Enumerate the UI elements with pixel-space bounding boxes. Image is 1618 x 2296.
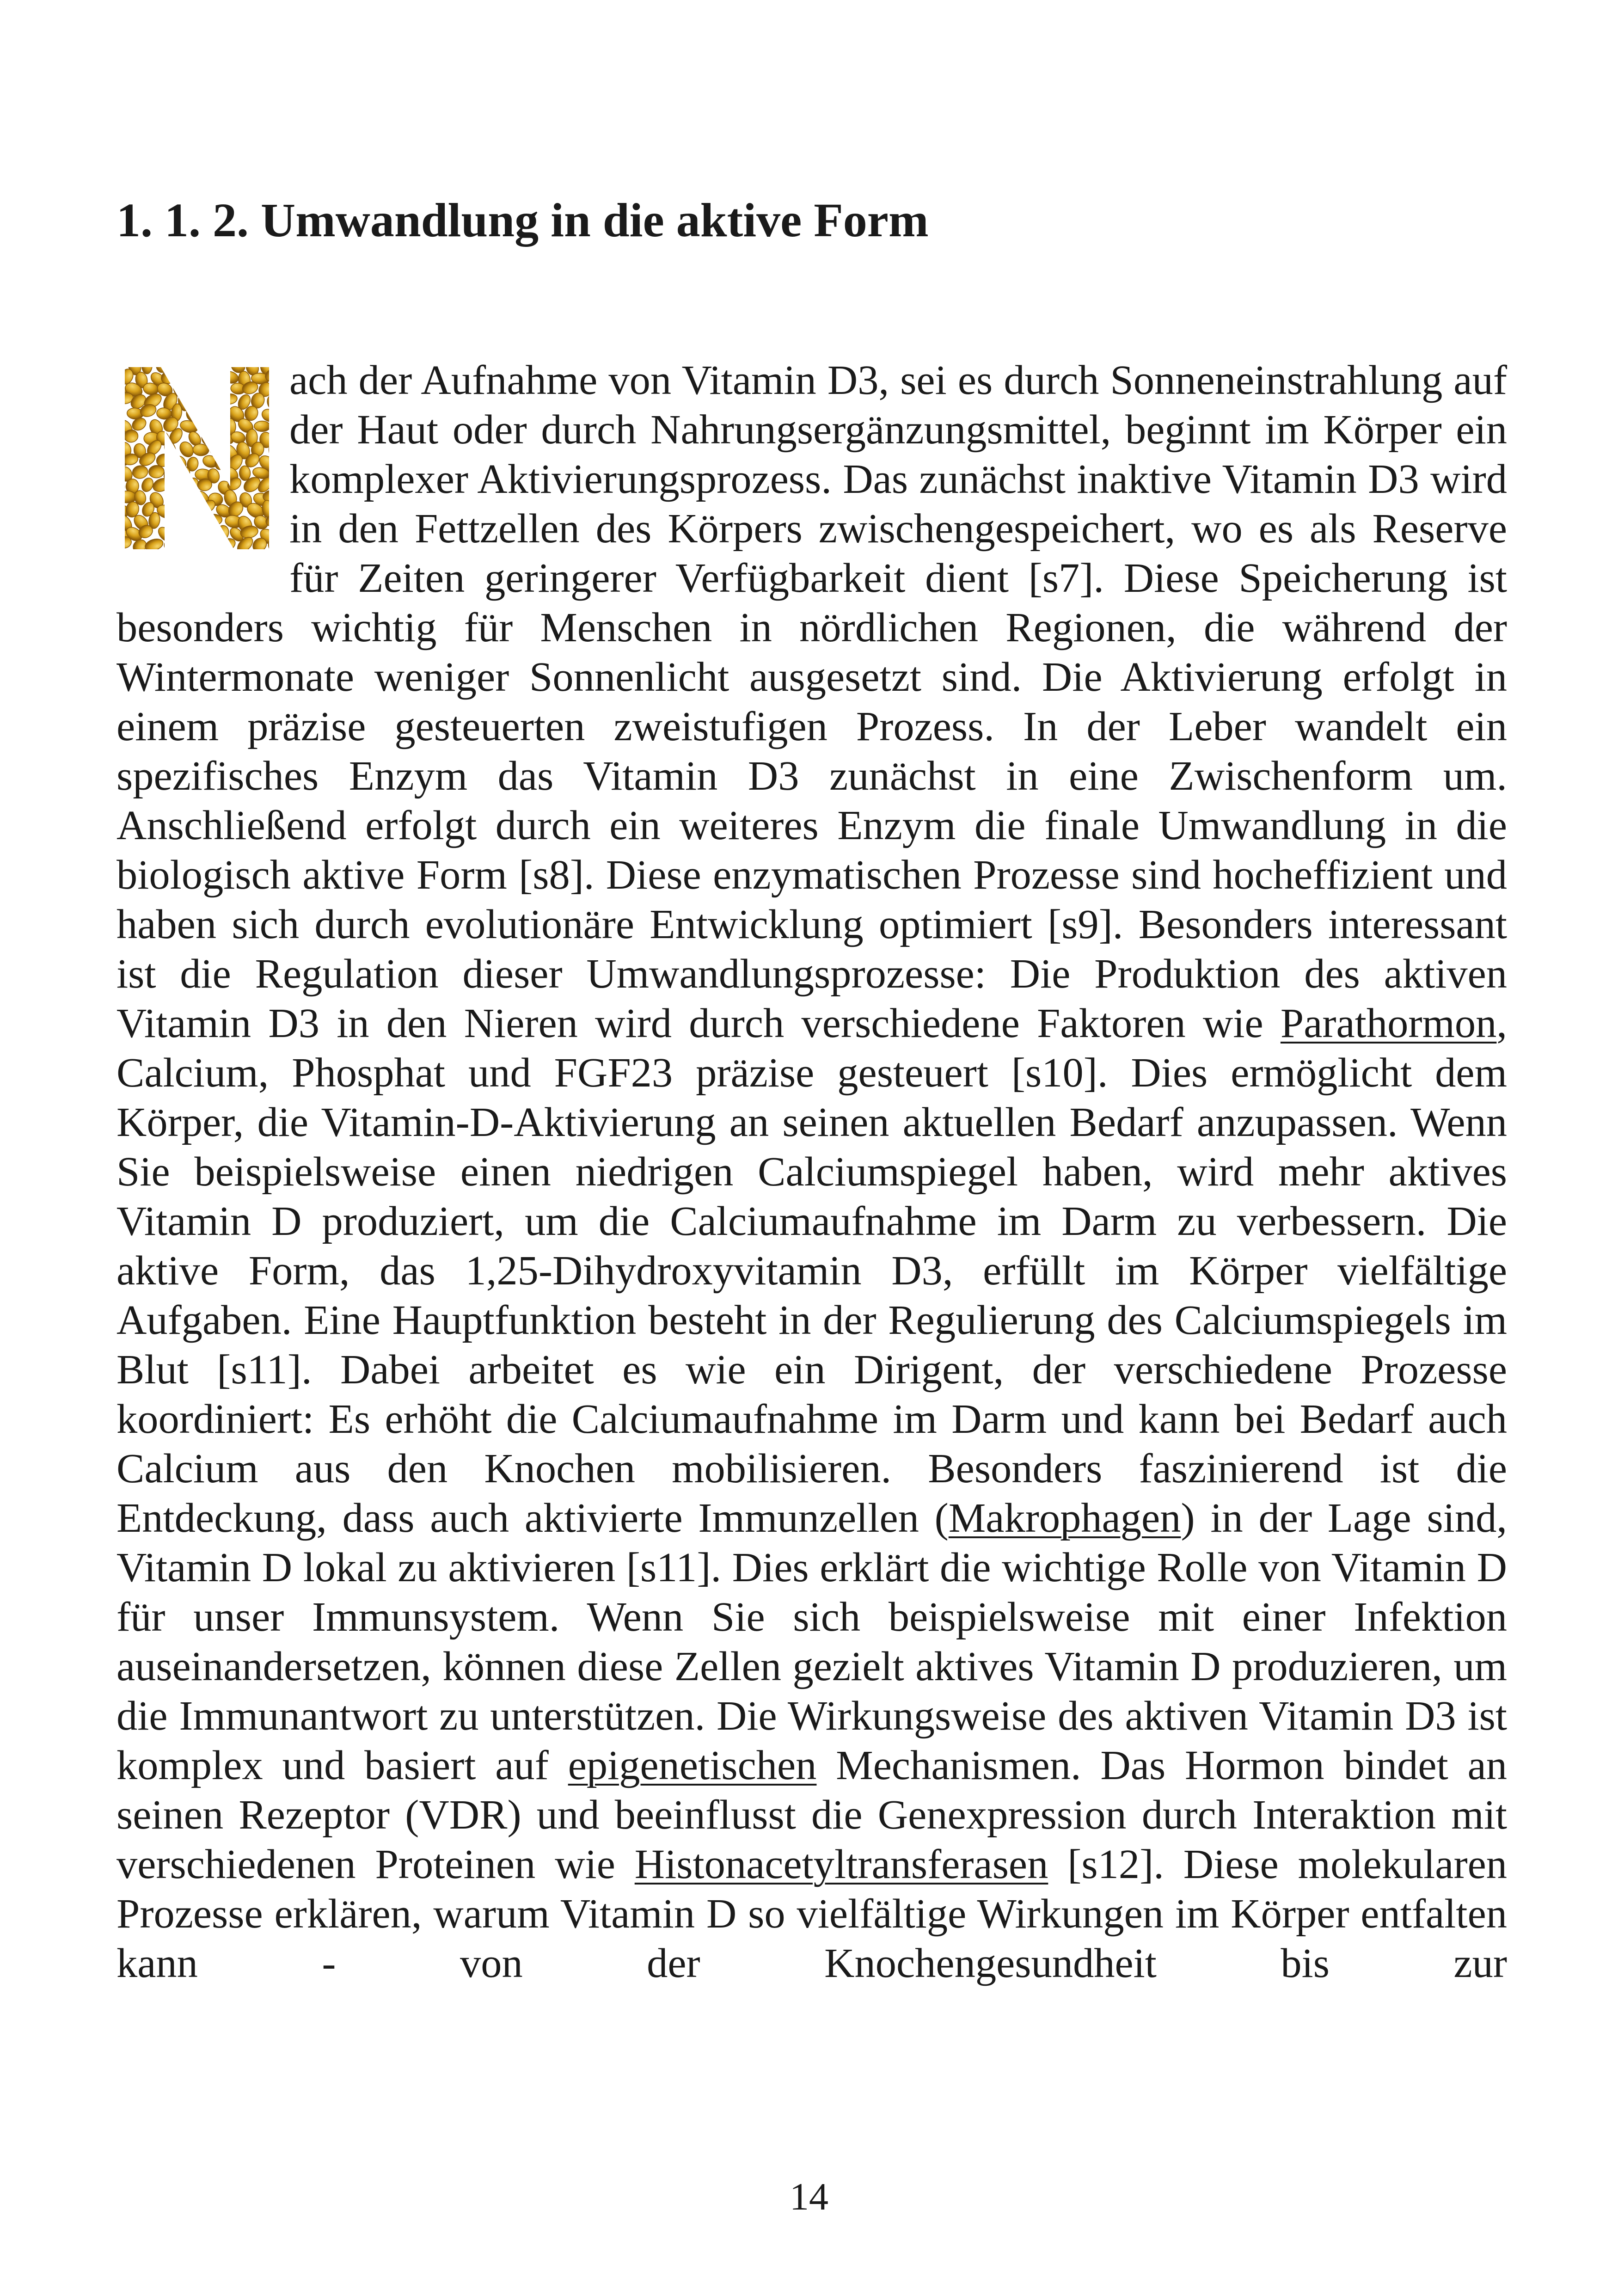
linked-term: Histonacetyltransferasen xyxy=(634,1841,1048,1887)
paragraph-text-run: Mechanismen. Das Hormon bindet an seinen Rezeptor (VDR) und beeinflusst die Genexpression durch Interaktion mit verschiedenen Proteinen wie xyxy=(116,1742,1508,1887)
paragraph-text-run: , Calcium, Phosphat und FGF23 präzise gesteuert [s10]. Dies ermöglicht dem Körper, die Vitamin-D-Aktivierung an seinen aktuellen Bedarf anzupassen. Wenn Sie beispielsweise einen niedrigen Calciumspiegel haben, wird mehr aktives Vitamin D produziert, um die Calciumaufnahme im Darm zu verbessern. Die aktive Form, das 1,25-Dihydroxyvitamin D3, erfüllt im Körper vielfältige Aufgaben. Eine Hauptfunktion besteht in der Regulierung des Calciumspiegels im Blut [s11]. Dabei arbeitet es wie ein Dirigent, der verschiedene Prozesse koordiniert: Es erhöht die Calciumaufnahme im Darm und kann bei Bedarf auch Calcium aus den Knochen mobilisieren. Besonders faszinierend ist die Entdeckung, dass auch aktivierte Immunzellen ( xyxy=(116,1000,1507,1541)
body-paragraph xyxy=(116,355,1507,1988)
linked-term: epigenetischen xyxy=(568,1742,817,1788)
linked-term: Parathormon xyxy=(1280,1000,1497,1046)
section-heading: 1. 1. 2. Umwandlung in die aktive Form xyxy=(116,194,929,247)
dropcap-letter xyxy=(116,362,277,554)
paragraph-text-run: [s12]. Diese molekularen Prozesse erklären, warum Vitamin D so vielfältige Wirkungen im Körper entfalten kann - von der Knochengesundheit bis zur xyxy=(116,1841,1507,1986)
page-number: 14 xyxy=(790,2175,828,2218)
paragraph-text-run: ach der Aufnahme von Vitamin D3, sei es durch Sonneneinstrahlung auf der Haut oder durch Nahrungsergänzungsmittel, beginnt im Körper ein komplexer Aktivierungsprozess. Das zunächst inaktive Vitamin D3 wird in den Fettzellen des Körpers zwischengespeichert, wo es als Reserve für Zeiten geringerer Verfügbarkeit dient [s7]. Diese Speicherung ist besonders wichtig für Menschen in nördlichen Regionen, die während der Wintermonate weniger Sonnenlicht ausgesetzt sind. Die Aktivierung erfolgt in einem präzise gesteuerten zweistufigen Prozess. In der Leber wandelt ein spezifisches Enzym das Vitamin D3 zunächst in eine Zwischenform um. Anschließend erfolgt durch ein weiteres Enzym die finale Umwandlung in die biologisch aktive Form [s8]. Diese enzymatischen Prozesse sind hocheffizient und haben sich durch evolutionäre Entwicklung optimiert [s9]. Besonders interessant ist die Regulation dieser Umwandlungsprozesse: Die Produktion des aktiven Vitamin D3 in den Nieren wird durch verschiedene Faktoren wie xyxy=(116,356,1507,1046)
paragraph-text-run: ) in der Lage sind, Vitamin D lokal zu aktivieren [s11]. Dies erklärt die wichtige Rolle von Vitamin D für unser Immunsystem. Wenn Sie sich beispielsweise mit einer Infektion auseinandersetzen, können diese Zellen gezielt aktives Vitamin D produzieren, um die Immunantwort zu unterstützen. Die Wirkungsweise des aktiven Vitamin D3 ist komplex und basiert auf xyxy=(116,1494,1507,1788)
linked-term: Makrophagen xyxy=(948,1494,1181,1541)
dropcap-n-capsule-image xyxy=(116,362,277,554)
